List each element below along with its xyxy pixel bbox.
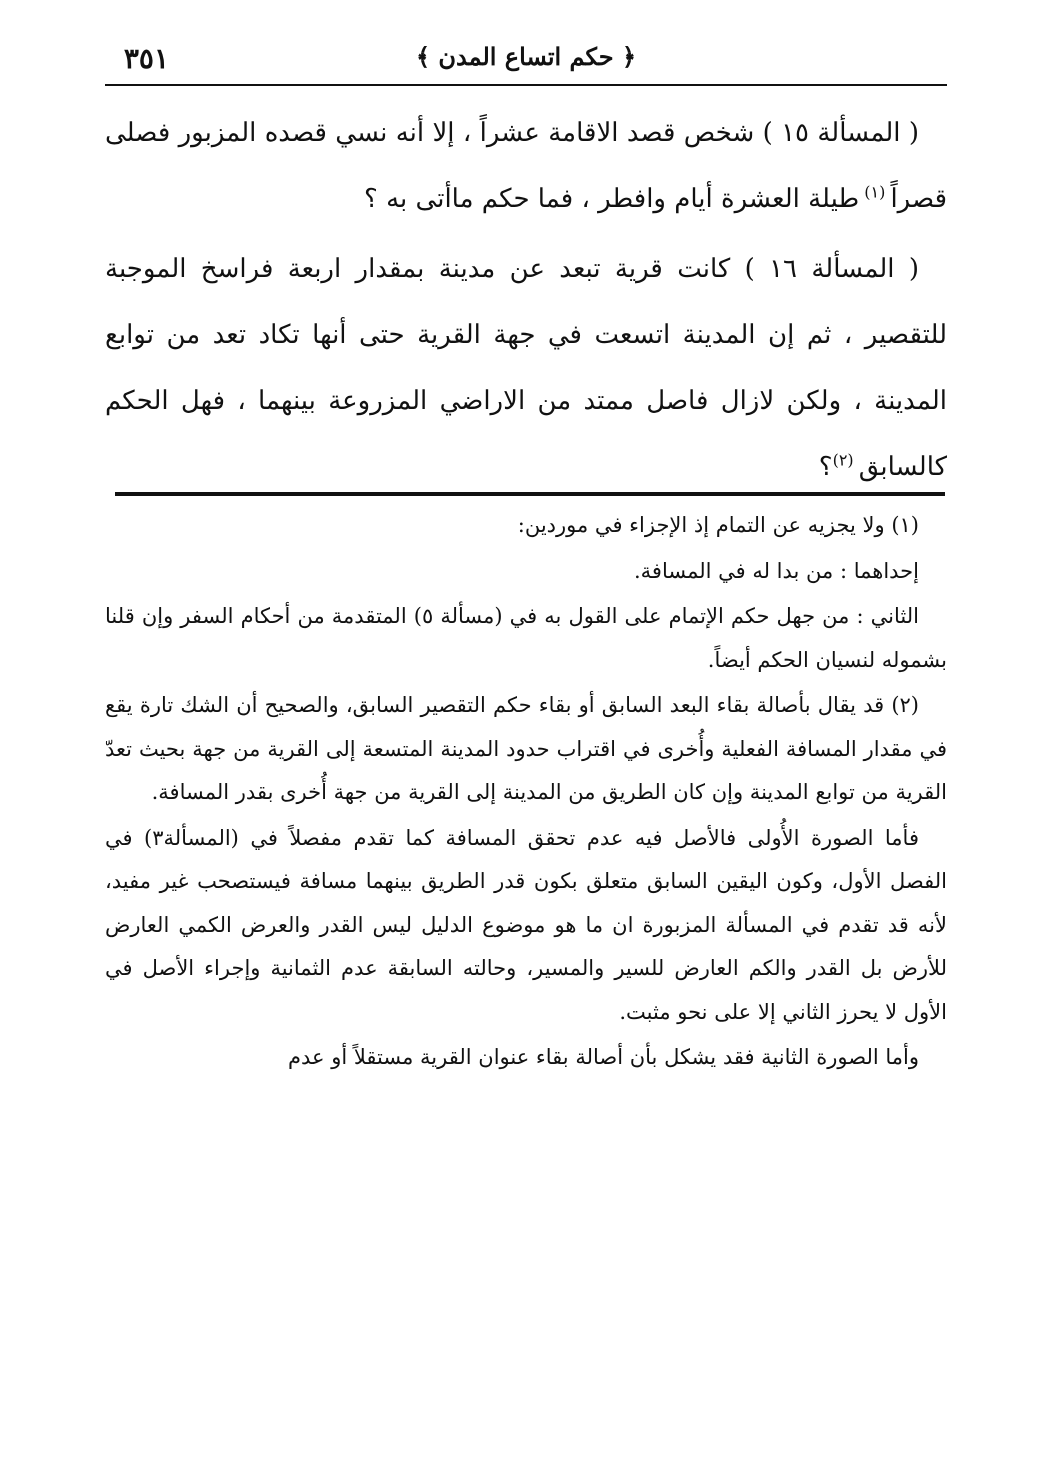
footnotes — [105, 504, 947, 1080]
issue-15-tail: طيلة العشرة أيام وافطر ، فما حكم ماأتى به ؟ — [364, 184, 860, 214]
footnote-2-paragraph-1: (٢) قد يقال بأصالة بقاء البعد السابق أو بقاء حكم التقصير السابق، والصحيح أن الشك تارة يقع في مقدار المسافة الفعلية وأُخرى في اقتراب حدود المدينة المتسعة إلى القرية من جهة بحيث تعدّ القرية من توابع المدينة وإن كان الطريق من المدينة إلى القرية من جهة أُخرى بقدر المسافة. — [105, 693, 947, 804]
page-number: ٣٥١ — [123, 42, 169, 75]
footnote-1-line-3: الثاني : من جهل حكم الإتمام على القول به في (مسألة ٥) المتقدمة من أحكام السفر وإن قلنا بشموله لنسيان الحكم أيضاً. — [105, 604, 947, 672]
issue-15 — [105, 100, 947, 232]
footnote-ref-2: (٢) — [832, 450, 859, 470]
footnote-divider — [115, 492, 945, 496]
footnote-ref-1: (١) — [859, 182, 891, 202]
issue-16 — [105, 236, 947, 500]
issue-15-text: ( المسألة ١٥ ) شخص قصد الاقامة عشراً ، إلا أنه نسي قصده المزبور فصلى قصراً — [105, 118, 947, 214]
issue-16-tail: ؟ — [818, 452, 833, 482]
header-divider — [105, 84, 947, 86]
issue-16-text: ( المسألة ١٦ ) كانت قرية تبعد عن مدينة بمقدار اربعة فراسخ الموجبة للتقصير ، ثم إن المدينة اتسعت في جهة القرية حتى أنها تكاد تعد من توابع المدينة ، ولكن لازال فاصل ممتد من الاراضي المزروعة بينهما ، فهل الحكم كالسابق — [105, 254, 947, 482]
main-text — [105, 100, 947, 500]
footnote-2-paragraph-3: وأما الصورة الثانية فقد يشكل بأن أصالة بقاء عنوان القرية مستقلاً أو عدم — [288, 1045, 919, 1069]
footnote-1-line-2: إحداهما : من بدا له في المسافة. — [633, 558, 919, 583]
running-title: ﴿ حكم اتساع المدن ﴾ — [415, 42, 637, 71]
footnote-2-paragraph-2: فأما الصورة الأُولى فالأصل فيه عدم تحقق المسافة كما تقدم مفصلاً في (المسألة٣) في الفصل الأول، وكون اليقين السابق متعلق بكون قدر الطريق بينهما مسافة فيستصحب غير مفيد، لأنه قد تقدم في المسألة المزبورة ان ما هو موضوع الدليل ليس القدر والعرض الكمي العارض للأرض بل القدر والكم العارض للسير والمسير، وحالته السابقة عدم الثمانية وإجراء الأصل في الأول لا يحرز الثاني إلا على نحو مثبت. — [105, 825, 947, 1024]
footnote-1-line-1: (١) ولا يجزيه عن التمام إذ الإجزاء في موردين: — [517, 513, 919, 537]
page-header — [105, 32, 947, 84]
